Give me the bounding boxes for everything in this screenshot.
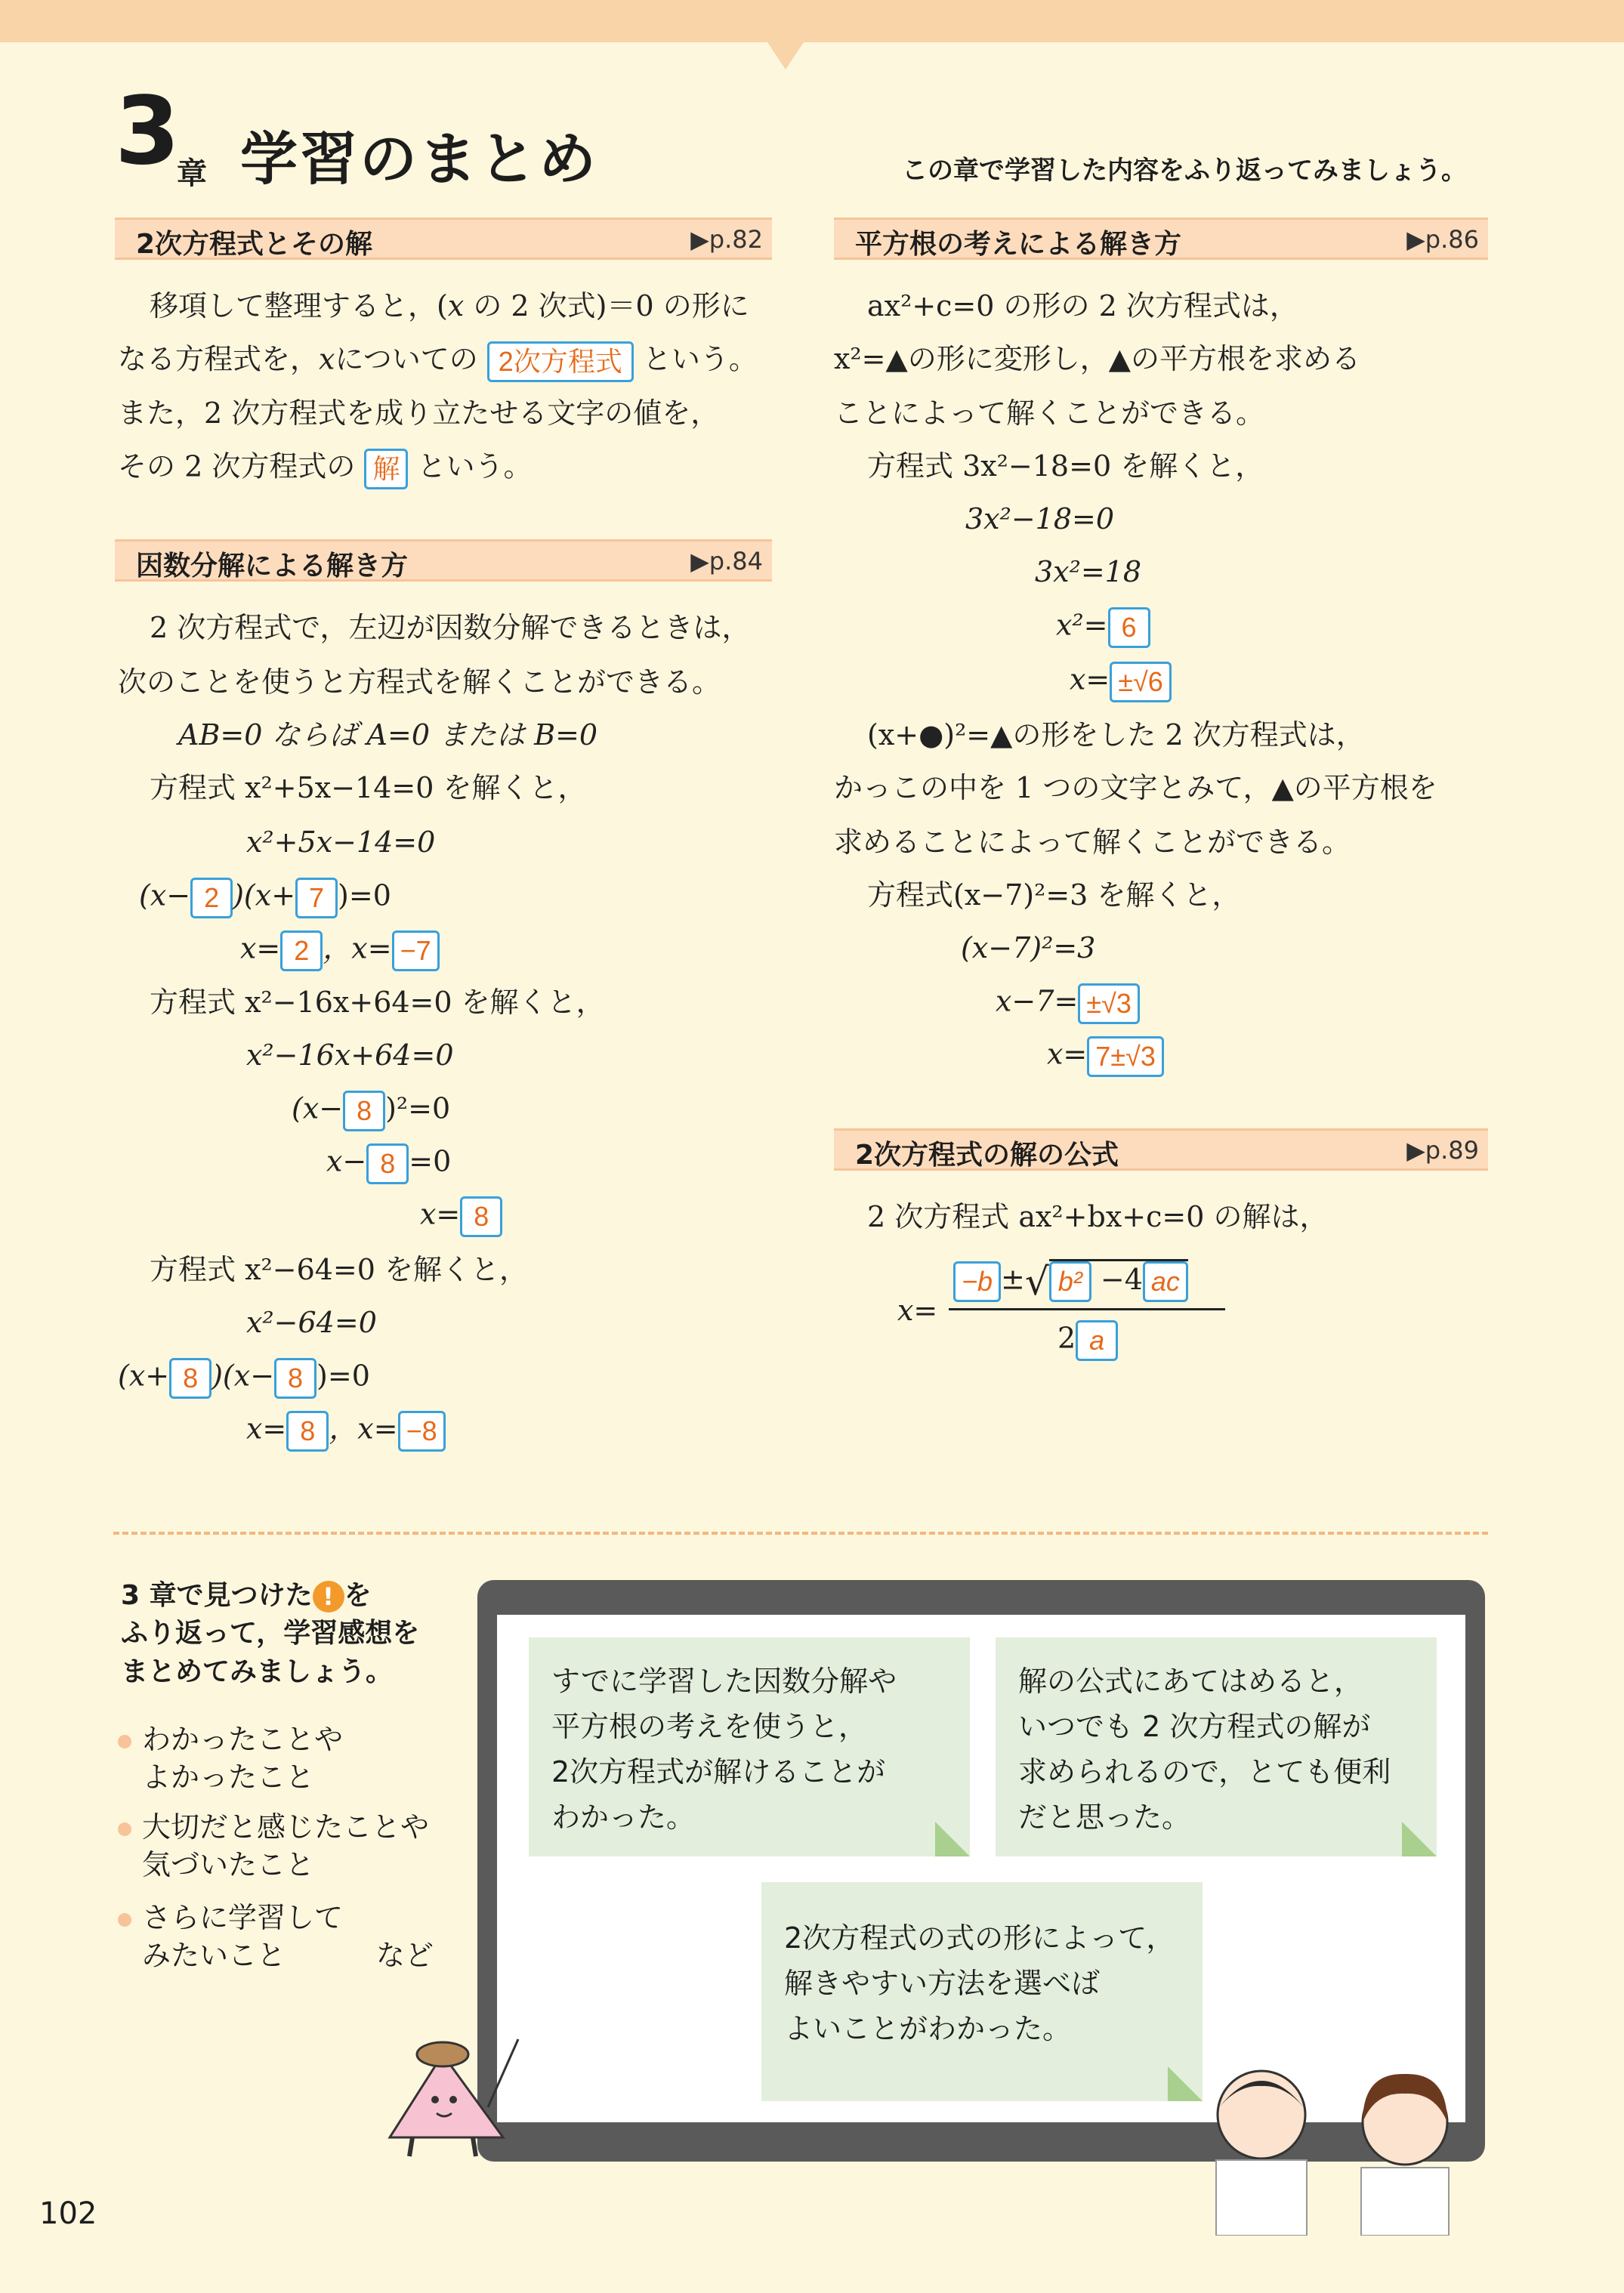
answer-box: 8 (286, 1411, 329, 1452)
page-ref-link[interactable]: ▶p.86 (1406, 225, 1479, 254)
formula-numerator: −b ±√ b² −4 ac (953, 1261, 1188, 1302)
eq-c-step2: (x+ 8 )(x− 8 )=0 (118, 1358, 370, 1399)
section-title: 2次方程式とその解 (136, 229, 373, 260)
top-band (0, 0, 1624, 42)
bullet-icon (118, 1913, 131, 1927)
formula-denominator: 2 a (1057, 1320, 1118, 1361)
intro-text: この章で学習した内容をふり返ってみましょう。 (902, 156, 1467, 186)
s1-line2: なる方程式を，xについての 2次方程式 という。 (118, 341, 758, 382)
answer-box: 8 (460, 1196, 502, 1237)
section-title: 平方根の考えによる解き方 (855, 229, 1182, 260)
s3-eq-a-intro: 方程式 3x²−18=0 を解くと， (867, 449, 1264, 483)
note-card-3: 2次方程式の式の形によって， 解きやすい方法を選べば よいことがわかった。 (761, 1882, 1203, 2101)
s1-line4: その 2 次方程式の 解 という。 (118, 449, 533, 489)
exclamation-icon: ! (313, 1581, 344, 1613)
chapter-label: 章 (177, 156, 207, 191)
answer-box: 8 (366, 1143, 409, 1184)
triangle-mascot-illustration (360, 2024, 541, 2160)
s4-line1: 2 次方程式 ax²+bx+c=0 の解は， (867, 1200, 1329, 1233)
section-header-quadratic (115, 218, 772, 260)
s3-line6: 求めることによって解くことができる。 (834, 826, 1351, 859)
eq-a-step3: x= 2 ，x= −7 (240, 930, 440, 971)
section-header-square-root (834, 218, 1488, 260)
eq-b-intro: 方程式 x²−16x+64=0 を解くと， (150, 986, 605, 1019)
answer-box: −7 (392, 930, 440, 971)
eq-b-step2: (x− 8 )²=0 (292, 1091, 450, 1131)
s1-line1: 移項して整理すると，(x の 2 次式)＝0 の形に (150, 289, 749, 323)
eq-a-intro: 方程式 x²+5x−14=0 を解くと， (150, 771, 587, 804)
page-ref-link[interactable]: ▶p.89 (1406, 1136, 1479, 1165)
bullet-icon (118, 1822, 131, 1836)
answer-box: −8 (398, 1411, 446, 1452)
bullet-item: さらに学習して みたいこと など (118, 1899, 434, 1974)
section-header-formula (834, 1128, 1488, 1171)
s3-eq-a-step1: 3x²−18=0 (965, 502, 1115, 535)
s3-line5: かっこの中を 1 つの文字とみて，▲の平方根を (834, 771, 1437, 804)
section-title: 因数分解による解き方 (136, 551, 409, 582)
chapter-number: 3 (115, 77, 181, 186)
dashed-divider (113, 1532, 1488, 1535)
eq-a-step1: x²+5x−14=0 (246, 826, 436, 859)
section-title: 2次方程式の解の公式 (855, 1140, 1119, 1171)
page-title: 学習のまとめ (240, 125, 598, 193)
answer-box: ±√3 (1078, 983, 1140, 1024)
reflection-prompt: 3 章で見つけた ! を ふり返って，学習感想を まとめてみましょう。 (121, 1580, 420, 1687)
s3-eq-a-step4: x= ±√6 (1070, 662, 1172, 702)
eq-b-step3: x− 8 =0 (326, 1143, 451, 1184)
eq-c-step1: x²−64=0 (246, 1306, 377, 1339)
page-ref-link[interactable]: ▶p.82 (690, 225, 763, 254)
answer-box: 7 (295, 878, 338, 918)
eq-b-step1: x²−16x+64=0 (246, 1038, 454, 1072)
s3-line3: ことによって解くことができる。 (834, 397, 1265, 430)
page-ref-link[interactable]: ▶p.84 (690, 547, 763, 576)
s2-line1: 2 次方程式で，左辺が因数分解できるときは， (150, 611, 751, 644)
note-card-1: すでに学習した因数分解や 平方根の考えを使うと， 2次方程式が解けることが わかった。 (529, 1637, 970, 1856)
s3-eq-a-step2: 3x²=18 (1035, 555, 1142, 588)
s1-line3: また，2 次方程式を成り立たせる文字の値を， (118, 397, 720, 430)
eq-c-step3: x= 8 ，x= −8 (246, 1411, 446, 1452)
eq-c-intro: 方程式 x²−64=0 を解くと， (150, 1253, 529, 1286)
s3-eq-b-step3: x= 7±√3 (1047, 1036, 1164, 1077)
students-illustration (1193, 2054, 1473, 2236)
s3-eq-b-step2: x−7= ±√3 (996, 983, 1140, 1024)
s3-line1: ax²+c=0 の形の 2 次方程式は， (867, 289, 1298, 323)
formula-x-equals: x= (897, 1294, 938, 1327)
section-header-factoring (115, 539, 772, 582)
answer-box: 6 (1108, 607, 1150, 648)
answer-box: b² (1049, 1261, 1091, 1302)
s2-line2: 次のことを使うと方程式を解くことができる。 (118, 665, 721, 699)
s3-line4: (x+●)²=▲の形をした 2 次方程式は， (867, 718, 1365, 751)
eq-a-step2: (x− 2 )(x+ 7 )=0 (139, 878, 391, 918)
top-notch (767, 42, 804, 69)
answer-box: ac (1143, 1261, 1188, 1302)
fraction-bar (949, 1308, 1225, 1310)
page-number: 102 (39, 2196, 97, 2231)
bullet-item: 大切だと感じたことや 気づいたこと (118, 1808, 429, 1884)
bullet-item: わかったことや よかったこと (118, 1721, 343, 1796)
answer-box: −b (953, 1261, 1001, 1302)
answer-box: 8 (343, 1091, 385, 1131)
note-card-2: 解の公式にあてはめると， いつでも 2 次方程式の解が 求められるので，とても便利 だと思った。 (996, 1637, 1437, 1856)
answer-box: a (1076, 1320, 1118, 1361)
s2-rule: AB=0 ならば A=0 または B=0 (178, 718, 598, 751)
answer-box: 8 (169, 1358, 211, 1399)
s3-line2: x²=▲の形に変形し，▲の平方根を求める (834, 342, 1360, 375)
answer-box: 解 (364, 449, 408, 489)
bullet-icon (118, 1735, 131, 1748)
answer-box: 7±√3 (1087, 1036, 1164, 1077)
answer-box: 2 (190, 878, 233, 918)
answer-box: ±√6 (1110, 662, 1172, 702)
s3-eq-b-intro: 方程式(x−7)²=3 を解くと， (867, 878, 1241, 912)
eq-b-step4: x= 8 (420, 1196, 502, 1237)
s3-eq-b-step1: (x−7)²=3 (961, 931, 1096, 964)
s3-eq-a-step3: x²= 6 (1056, 607, 1150, 648)
answer-box: 8 (274, 1358, 316, 1399)
answer-box: 2 (280, 930, 323, 971)
answer-box: 2次方程式 (487, 341, 634, 382)
